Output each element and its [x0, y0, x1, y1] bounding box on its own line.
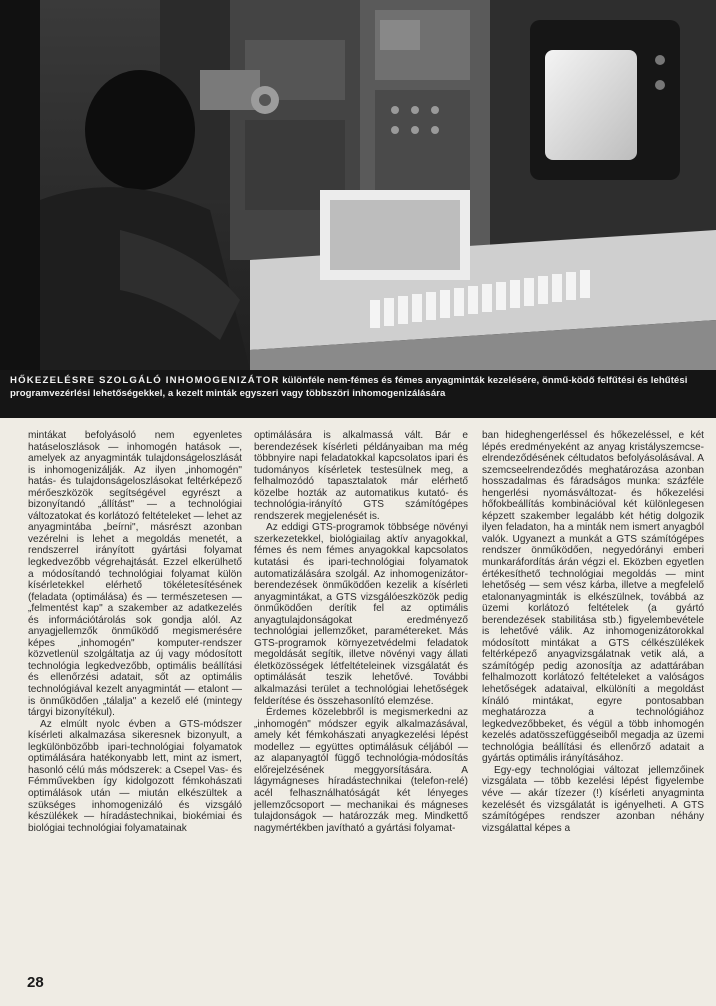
photo-caption	[10, 374, 700, 400]
laboratory-equipment-photo	[0, 0, 716, 418]
paragraph: Érdemes közelebbről is megismerkedni az „inhomogén" módszer egyik alkalmazásával, amely két fémkohászati anyagkezelési lépést modellez — együttes optimálásuk céljából — az alapanyagtól függő technológia-módosítás előrejelzésének meggyorsítására. A lágymágneses híradástechnikai (telefon-relé) acél felhasználhatóságát két lényeges jellemzőcsoport — mechanikai és mágneses tulajdonságok — határozzák meg. Mindkettő nagymértékben javítható a gyártási folyamat-	[254, 707, 468, 834]
paragraph: ban hideghengerléssel és hőkezeléssel, e két lépés eredményeként az anyag kristályszemcse-elrendeződésének céltudatos befolyásolásával. A szemcseelrendeződés meghatározása azonban hosszadalmas és fáradságos munka: százféle hengerlési nyomásváltozat- és hőkezelési hőfokbeállítás kombinációval két különlegesen képzett szakember legalább két hétig dolgozik ilyen feladaton, ha a minták nem ismert anyagból valók. Ugyanezt a munkát a GTS számítógépes rendszer önműködően, negyedórányi emberi munkaráfordítás árán végzi el. Eközben egyetlen értékesíthető technológiai megoldás — mint lehetőség — sem vész kárba, illetve a megfelelő etalonanyagminták is elkészülnek, továbbá az üzemi korlátozó feltételek (a gyártó berendezések stabilitása stb.) figyelembevétele is lehetővé válik. Az inhomogenizátorokkal módosított mintákat a GTS célkészülékek feltérképező anyagvizsgálatnak vetik alá, a számítógép pedig azonosítja az adattárában felhalmozott korlátozó feltételeket a valóságos lehetőségek adataival, elkülöníti a megoldást kínáló mintákat, egyre pontosabban meghatározza a technológiához legkedvezőbbeket, és végül a több inhomogén kezelés adatösszefüggéseiből megadja az üzemi technológia beállítási és ellenőrző adatait a gyártás optimális irányításához.	[482, 430, 704, 765]
paragraph: Az elmúlt nyolc évben a GTS-módszer kísérleti alkalmazása sikeresnek bizonyult, a legkülönbözőbb ipari-technológiai folyamatok optimálására hatékonyabb lett, mint az ismert, hasonló célú más módszerek: a Csepel Vas- és Fémművekben így kidolgozott fémkohászati optimálások után — miután elkészültek a szükséges inhomogenizáló és vizsgáló készülékek — híradástechnikai, biokémiai és biológiai technológiai folyamatainak	[28, 718, 242, 834]
paragraph: Egy-egy technológiai változat jellemzőinek vizsgálata — több kezelési lépést figyelembe véve — akár tízezer (!) kísérleti anyagminta kezelését és vizsgálatát is igényelheti. A GTS számítógépes rendszer azonban néhány vizsgálattal képes a	[482, 764, 704, 834]
caption-title: HŐKEZELÉSRE SZOLGÁLÓ INHOMOGENIZÁTOR	[10, 375, 280, 386]
page-number: 28	[27, 974, 44, 991]
text-column-1	[28, 430, 242, 834]
caption-text: különféle nem-fémes és fémes anyagminták kezelésére, önmű-ködő felfűtési és lehűtési programvezérlési lehetőségekkel, a kezelt minták egyszeri vagy többszöri inhomogenizálására	[10, 375, 688, 399]
paragraph: optimálására is alkalmassá vált. Bár e berendezések kísérleti példányaiban ma még többnyire napi feladatokkal kapcsolatos ipari és tudományos kísérletek testesülnek meg, a felhalmozódó tapasztalatok már elérhető közelbe hozták az automatikus kutató- és technológia-irányító GTS számítógépes rendszerek megjelenését is.	[254, 430, 468, 522]
photo-illustration	[0, 0, 716, 418]
text-column-3	[482, 430, 704, 834]
paragraph: mintákat befolyásoló nem egyenletes hatáseloszlások — inhomogén hatások —, amelyek az anyagminták tulajdonságeloszlását is inhomogenizálják. Az ilyen „inhomogén" hatás- és tulajdonságeloszlásokat feltérképező mérőeszközök segítségével egyrészt a bizonyítandó „állítást" — a technológiai változatokat és korlátozó feltételeket — lehet az anyagmintába „beírni", másrészt azonban vezérelni is lehet a megoldás menetét, a rendszerrel irányított gyártási folyamat legkedvezőbb végrehajtását. Ezzel elkerülhető a módosítandó technológiai folyamat külön kísérletekkel elérhető tökéletesítésének (feladata (optimálása) és — természetesen — „felmentést kap" a szakember az adatkezelés és információtárolás sok gondja alól. Az anyagjellemzők önműködő megismerésére képes „inhomogén" komputer-rendszer közvetlenül szolgáltatja az új vagy módosított technológia legkedvezőbb, optimális beállítási és ellenőrzési adatait, sőt az optimális technológiával kezelt anyagmintát — etalont — is önműködően „tálalja" a kezelő elé (mintegy tárgyi bizonyítékul).	[28, 430, 242, 719]
text-column-2	[254, 430, 468, 834]
paragraph: Az eddigi GTS-programok többsége növényi szerkezetekkel, biológiailag aktív anyagokkal, fémes és nem fémes anyagokkal kapcsolatos kutatási és ipari-technológiai folyamatok automatizálására szolgál. Az inhomogenizátor-berendezések önműködően kezelik a kísérleti anyagmintákat, a GTS vizsgálóeszközök pedig önműködően derítik fel az optimális anyagtulajdonságokat eredményező technológiai jellemzőket, paramétereket. Más GTS-programok környezetvédelmi feladatok megoldását segítik, illetve növényi vagy állati életközösségek létfeltételeinek vizsgálatát és optimálását teszik lehetővé. További alkalmazási terület a technológiai lehetőségek felderítése és összehasonlító elemzése.	[254, 522, 468, 707]
